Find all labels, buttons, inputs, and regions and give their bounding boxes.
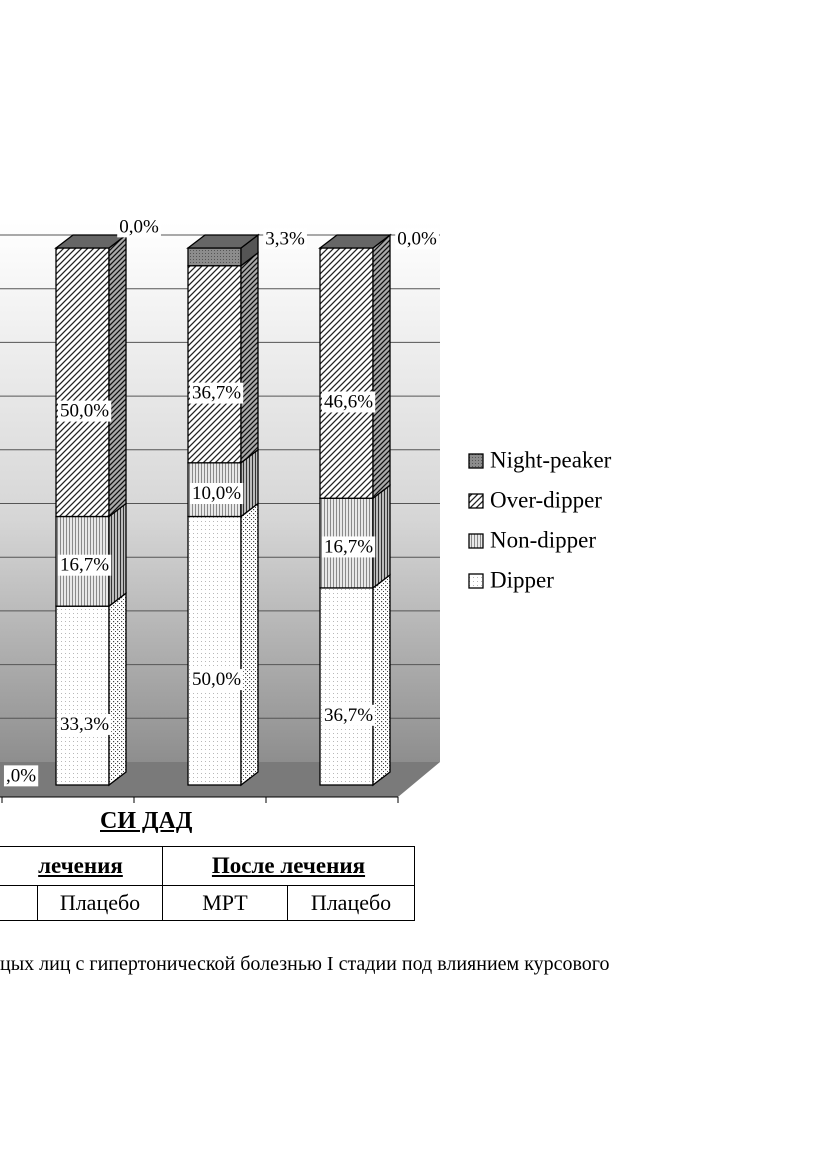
legend-swatch — [469, 454, 483, 468]
bar-segment-side — [109, 235, 126, 517]
legend-swatch — [469, 574, 483, 588]
data-label-over-dipper: 50,0% — [59, 400, 110, 422]
data-label-over-dipper: 36,7% — [191, 382, 242, 404]
bar-segment-side — [109, 593, 126, 785]
header-after-treatment: После лечения — [163, 847, 415, 886]
cell-before-placebo: Плацебо — [38, 886, 163, 921]
bar-segment-side — [373, 235, 390, 498]
legend-label: Non-dipper — [490, 527, 597, 553]
bar-segment-over-dipper — [320, 248, 373, 498]
bar-segment-side — [373, 485, 390, 588]
data-label-dipper: 36,7% — [323, 704, 374, 726]
group-table — [0, 846, 415, 921]
legend-label: Over-dipper — [490, 487, 602, 513]
data-label-night-peaker: 3,3% — [265, 228, 305, 250]
legend-label: Night-peaker — [490, 447, 612, 473]
legend — [469, 447, 612, 592]
data-label-night-peaker: 0,0% — [397, 228, 437, 250]
data-label-non-dipper: 16,7% — [323, 536, 374, 558]
data-label-non-dipper: 16,7% — [59, 554, 110, 576]
bar-segment-side — [241, 504, 258, 786]
bar-segment-side — [109, 504, 126, 607]
header-before-treatment: лечения — [0, 847, 163, 886]
bar-segment-dipper — [188, 517, 241, 786]
legend-swatch — [469, 494, 483, 508]
cell-after-mrt: МРТ — [163, 886, 288, 921]
bar-segment-over-dipper — [56, 248, 109, 517]
bar-segment-dipper — [56, 606, 109, 785]
bar-stacks — [0, 235, 390, 785]
figure-caption: цых лиц с гипертонической болезнью I стадии под влиянием курсового — [0, 953, 610, 975]
data-label-non-dipper: 10,0% — [191, 483, 242, 505]
legend-swatch — [469, 534, 483, 548]
legend-label: Dipper — [490, 567, 554, 593]
x-axis-ticks — [2, 797, 398, 803]
bar-segment-side — [241, 253, 258, 463]
bar-segment-dipper — [320, 588, 373, 785]
data-label-night-peaker: ,0% — [5, 765, 37, 787]
data-label-over-dipper: 46,6% — [323, 391, 374, 413]
bar-segment-over-dipper — [188, 266, 241, 463]
data-label-dipper: 33,3% — [59, 713, 110, 735]
bar-segment-night-peaker — [188, 248, 241, 266]
data-label-dipper: 50,0% — [191, 669, 242, 691]
chart-subtitle: СИ ДАД — [100, 808, 193, 834]
data-label-night-peaker: 0,0% — [119, 216, 159, 238]
cell-after-placebo: Плацебо — [288, 886, 415, 921]
bar-segment-side — [373, 575, 390, 785]
cell-before-mrt — [0, 886, 38, 921]
